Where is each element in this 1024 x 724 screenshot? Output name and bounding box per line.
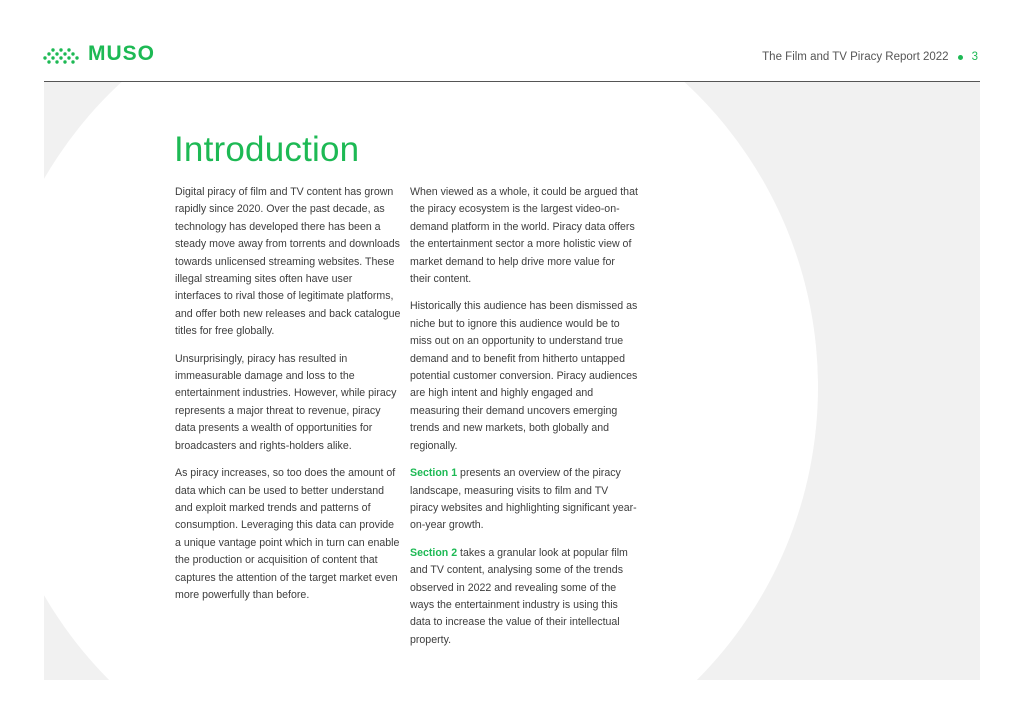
page-header (0, 0, 1024, 82)
paragraph: Historically this audience has been dismissed as niche but to ignore this audience would be to miss out on an opportunity to understand true demand and to benefit from hitherto untapped potential customer conversion. Piracy audiences are high intent and highly engaged and measuring their demand uncovers emerging trends and new markets, both globally and regionally. (410, 300, 638, 452)
brand-name: MUSO (88, 42, 155, 65)
text-column-left (175, 184, 401, 614)
muso-dots-logo-icon (42, 43, 82, 65)
section-2-paragraph (410, 545, 638, 649)
report-title: The Film and TV Piracy Report 2022 (762, 51, 949, 63)
section-1-text: presents an overview of the piracy landscape, measuring visits to film and TV piracy websites and highlighting significant year-on-year growth. (410, 467, 637, 532)
page-title: Introduction (174, 130, 360, 169)
section-2-text: takes a granular look at popular film and TV content, analysing some of the trends observed in 2022 and revealing some of the ways the entertainment industry is using this data to increase the value of their intellectual property. (410, 546, 628, 646)
report-title-bar (762, 51, 978, 63)
paragraph: As piracy increases, so too does the amount of data which can be used to better understand and exploit marked trends and patterns of consumption. Leveraging this data can provide a unique vantage point which in turn can enable the production or acquisition of content that captures the attention of the target market even more powerfully than before. (175, 467, 400, 601)
text-column-right (410, 184, 638, 659)
section-1-label: Section 1 (410, 467, 458, 480)
paragraph: Unsurprisingly, piracy has resulted in immeasurable damage and loss to the entertainment industries. However, while piracy represents a major threat to revenue, piracy data presents a wealth of opportunities for broadcasters and rights-holders alike. (175, 352, 397, 452)
separator-dot-icon (958, 55, 963, 60)
section-2-label: Section 2 (410, 546, 458, 559)
paragraph: Digital piracy of film and TV content has grown rapidly since 2020. Over the past decade, as technology has developed there has been a steady move away from torrents and downloads towards unlicensed streaming websites. These illegal streaming sites often have user interfaces to rival those of legitimate platforms, and offer both new releases and back catalogue titles for free globally. (175, 186, 401, 338)
brand-logo[interactable] (42, 42, 155, 66)
page-number: 3 (971, 51, 978, 63)
section-1-paragraph (410, 465, 638, 535)
paragraph: When viewed as a whole, it could be argued that the piracy ecosystem is the largest video-on-demand platform in the world. Piracy data offers the entertainment sector a more holistic view of market demand to help drive more value for their content. (410, 186, 638, 286)
